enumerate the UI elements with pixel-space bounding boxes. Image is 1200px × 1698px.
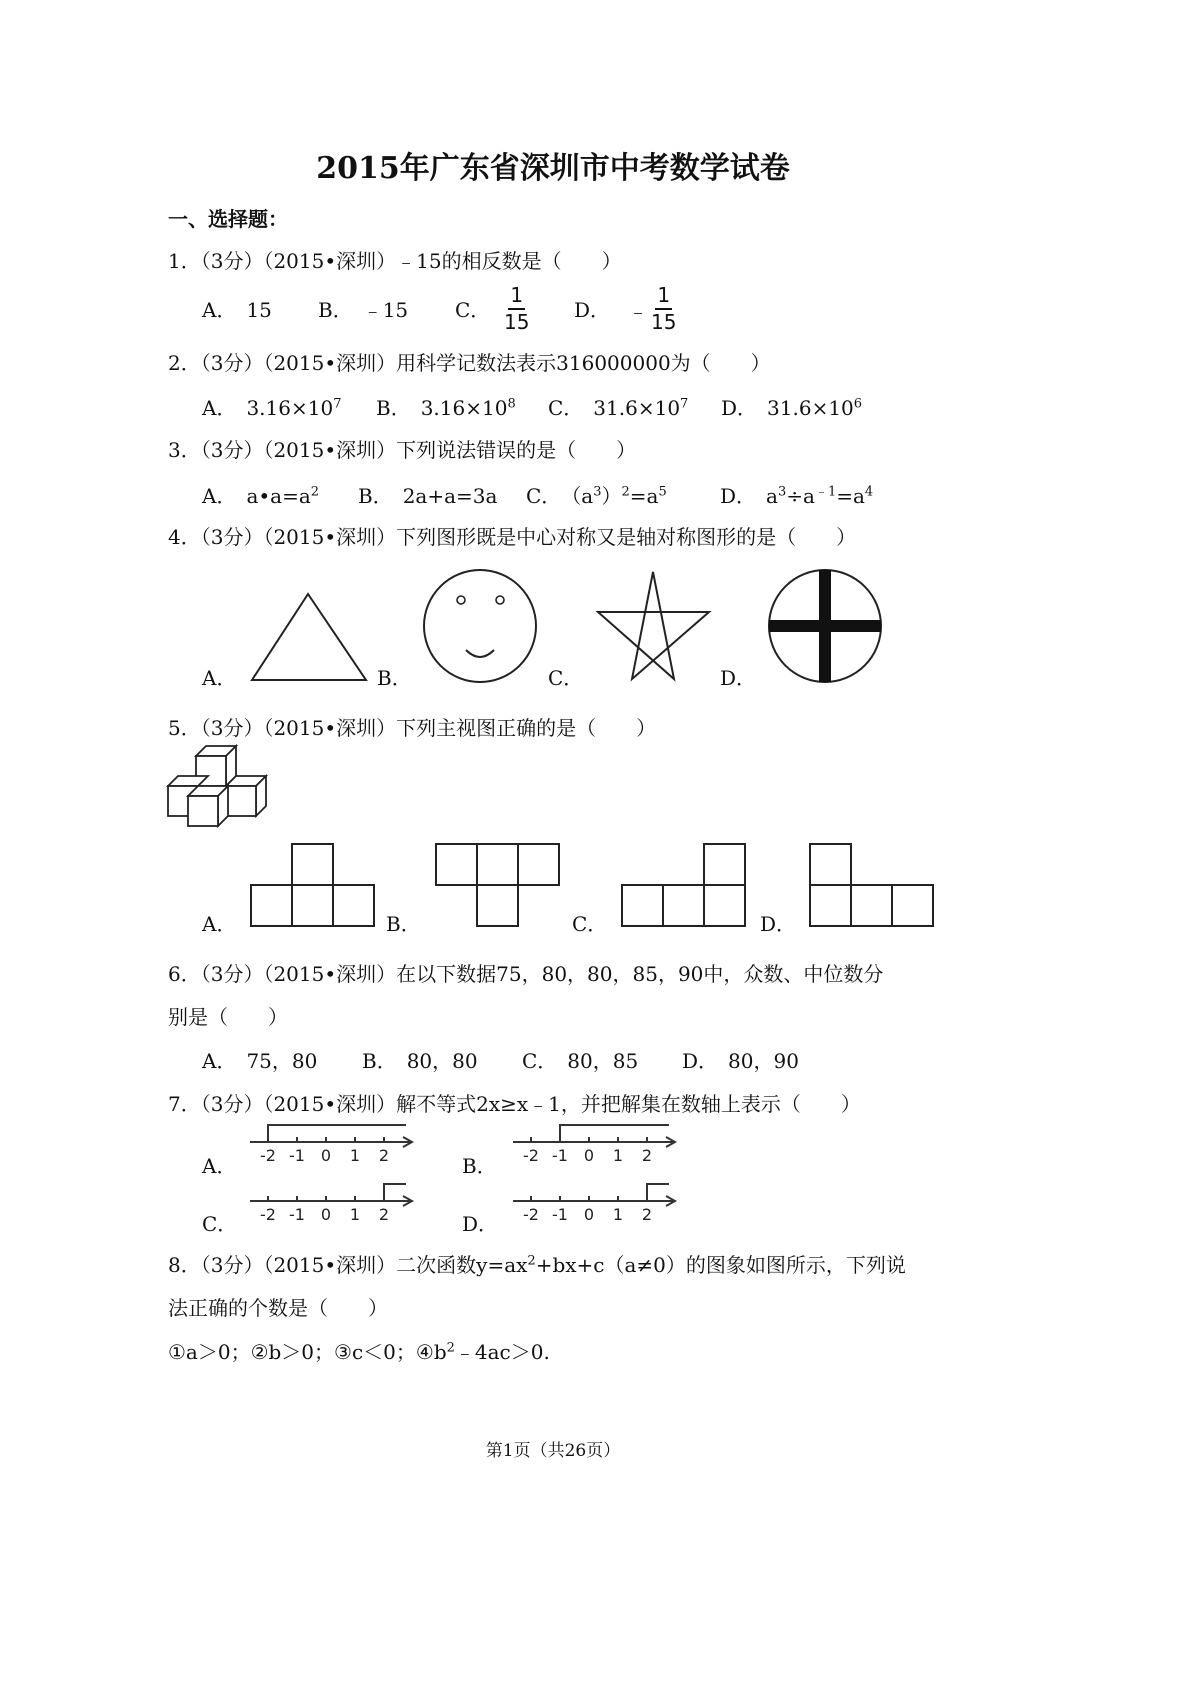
exponent: ﹣1 xyxy=(814,484,837,500)
exponent: 8 xyxy=(507,396,516,412)
number-line-b xyxy=(513,1125,675,1165)
tick-label: 0 xyxy=(583,1146,595,1165)
tick-label: -2 xyxy=(523,1146,539,1165)
solution-bracket xyxy=(647,1184,669,1201)
q6-option-c: C． 80，85 xyxy=(522,1049,639,1073)
q3-option-c-text: ） xyxy=(601,484,622,508)
q8-condition-text: ①a＞0；②b＞0；③c＜0；④b xyxy=(168,1340,447,1364)
tick-label: -2 xyxy=(260,1205,276,1224)
question-8-stem-line2: 法正确的个数是（ ） xyxy=(168,1296,388,1320)
solution-bracket xyxy=(384,1184,406,1201)
question-6-stem-line2: 别是（ ） xyxy=(168,1005,288,1029)
tick-label: 0 xyxy=(320,1146,332,1165)
question-2-stem: 2．（3分）（2015•深圳）用科学记数法表示316000000为（ ） xyxy=(168,351,771,375)
section-heading: 一、选择题： xyxy=(168,207,288,231)
q6-option-b: B． 80，80 xyxy=(362,1049,478,1073)
q5-label-a: A． xyxy=(202,912,237,936)
tick-label: 2 xyxy=(641,1205,653,1224)
q4-label-b: B． xyxy=(377,666,412,690)
q5-label-b: B． xyxy=(386,912,421,936)
exponent: 2 xyxy=(310,484,320,500)
q1-option-b: B． ﹣15 xyxy=(318,298,409,322)
exponent: 6 xyxy=(853,396,863,412)
q1-option-d-label: D． xyxy=(574,298,611,322)
q1-option-c-label: C． xyxy=(455,298,491,322)
exponent: 7 xyxy=(680,396,689,412)
tick-label: 1 xyxy=(349,1205,361,1224)
q4-label-c: C． xyxy=(548,666,584,690)
tick-label: -1 xyxy=(552,1146,568,1165)
tick-label: 0 xyxy=(583,1205,595,1224)
question-1-stem: 1．（3分）（2015•深圳）﹣15的相反数是（ ） xyxy=(168,249,622,273)
number-line-a xyxy=(250,1125,412,1165)
fraction-denominator: 15 xyxy=(651,310,677,334)
tick-label: 1 xyxy=(612,1205,624,1224)
exponent: 3 xyxy=(593,484,602,500)
exponent: 5 xyxy=(658,484,667,500)
q4-label-a: A． xyxy=(202,666,237,690)
tick-label: -1 xyxy=(552,1205,568,1224)
question-4-stem: 4．（3分）（2015•深圳）下列图形既是中心对称又是轴对称图形的是（ ） xyxy=(168,525,857,549)
exponent: 4 xyxy=(864,484,874,500)
fraction-denominator: 15 xyxy=(504,310,530,334)
q5-label-c: C． xyxy=(572,912,608,936)
exponent: 2 xyxy=(446,1340,455,1356)
question-8-conditions xyxy=(168,1336,550,1365)
q3-option-b: B． 2a+a=3a xyxy=(358,484,498,508)
solution-bracket xyxy=(560,1125,669,1142)
fraction-numerator: 1 xyxy=(655,285,672,310)
q2-option-a-base: A． 3.16×10 xyxy=(202,396,334,420)
solution-bracket xyxy=(268,1125,406,1142)
q7-label-a: A． xyxy=(202,1154,237,1178)
number-line-d xyxy=(513,1184,675,1224)
q3-option-d-text: D． a xyxy=(720,484,778,508)
exponent: 3 xyxy=(777,484,787,500)
number-line-c xyxy=(250,1184,412,1224)
page-footer: 第1页（共26页） xyxy=(485,1441,621,1461)
q3-option-a-text: A． a•a=a xyxy=(202,484,311,508)
tick-label: 2 xyxy=(378,1146,390,1165)
q8-stem-text: +bx+c（a≠0）的图象如图所示，下列说 xyxy=(535,1253,906,1277)
q1-option-a: A． 15 xyxy=(202,298,272,322)
question-5-stem: 5．（3分）（2015•深圳）下列主视图正确的是（ ） xyxy=(168,716,657,740)
tick-label: 0 xyxy=(320,1205,332,1224)
exponent: 7 xyxy=(333,396,342,412)
page-title: 2015年广东省深圳市中考数学试卷 xyxy=(316,151,790,186)
exponent: 2 xyxy=(621,484,630,500)
q2-option-d-base: D． 31.6×10 xyxy=(721,396,854,420)
q7-label-c: C． xyxy=(202,1212,238,1236)
question-3-stem: 3．（3分）（2015•深圳）下列说法错误的是（ ） xyxy=(168,438,637,462)
tick-label: 2 xyxy=(378,1205,390,1224)
question-6-stem-line1: 6．（3分）（2015•深圳）在以下数据75，80，80，85，90中，众数、中位数分 xyxy=(168,962,884,986)
q6-option-a: A． 75，80 xyxy=(202,1049,318,1073)
q2-option-b-base: B． 3.16×10 xyxy=(376,396,508,420)
q1-option-d-sign: ﹣ xyxy=(628,299,648,323)
tick-label: -1 xyxy=(289,1205,305,1224)
question-8-stem-line1 xyxy=(168,1249,906,1278)
question-7-stem: 7．（3分）（2015•深圳）解不等式2x≥x﹣1，并把解集在数轴上表示（ ） xyxy=(168,1092,861,1116)
q3-option-d-text: =a xyxy=(836,484,865,508)
q4-label-d: D． xyxy=(720,666,757,690)
q8-condition-text: ﹣4ac＞0. xyxy=(454,1340,550,1364)
q3-option-d-text: ÷a xyxy=(786,484,815,508)
q7-label-d: D． xyxy=(462,1212,499,1236)
tick-label: -2 xyxy=(523,1205,539,1224)
tick-label: 2 xyxy=(641,1146,653,1165)
tick-label: -1 xyxy=(289,1146,305,1165)
q5-label-d: D． xyxy=(760,912,797,936)
q3-option-c-text: C． （a xyxy=(526,484,594,508)
fraction-numerator: 1 xyxy=(508,285,525,310)
q3-option-c-text: =a xyxy=(629,484,659,508)
q2-option-c-base: C． 31.6×10 xyxy=(548,396,681,420)
q8-stem-text: 8．（3分）（2015•深圳）二次函数y=ax xyxy=(168,1253,528,1277)
tick-label: -2 xyxy=(260,1146,276,1165)
tick-label: 1 xyxy=(612,1146,624,1165)
tick-label: 1 xyxy=(349,1146,361,1165)
q6-option-d: D． 80，90 xyxy=(682,1049,799,1073)
exponent: 2 xyxy=(527,1253,536,1269)
q7-label-b: B． xyxy=(462,1154,497,1178)
